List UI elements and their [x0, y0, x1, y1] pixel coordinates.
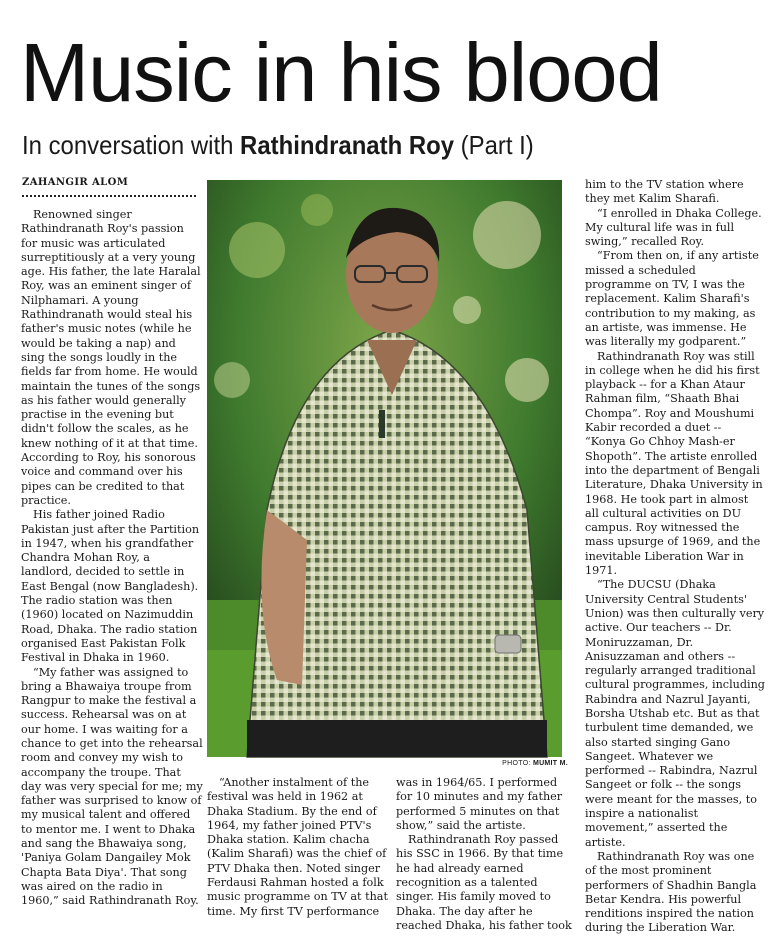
paragraph: Rathindranath Roy was one of the most prominent performers of Shadhin Bangla Betar Kendra. His powerful renditions inspired the nation during the Liberation War. [585, 849, 757, 935]
paragraph: His father joined Radio Pakistan just after the Partition in 1947, when his grandfather Chandra Mohan Roy, a landlord, decided to settle in East Bengal (now Bangladesh). The radio station was then (1960) located on Nazimuddin Road, Dhaka. The radio station organised East Pakistan Folk Festival in Dhaka in 1960. [21, 508, 200, 665]
photo-credit [478, 760, 568, 767]
body-column-1 [21, 208, 203, 924]
paragraph: “I enrolled in Dhaka College. My cultural life was in full swing,” recalled Roy. [585, 206, 762, 249]
paragraph: Renowned singer Rathindranath Roy's passion for music was articulated surreptitiously at a very young age. His father, the late Haralal Roy, was an eminent singer of Nilphamari. A young Rathindranath would steal his father's music notes (while he would be taking a nap) and sing the songs loudly in the fields far from home. He would maintain the tunes of the songs as his father would generally practise in the evening but didn't follow the scales, as he knew nothing of it at that time. According to Roy, his sonorous voice and command over his pipes can be credited to that practice. [21, 208, 201, 507]
paragraph: him to the TV station where they met Kalim Sharafi. [585, 178, 744, 206]
subhead-prefix: In conversation with [22, 130, 241, 160]
paragraph: Rathindranath Roy was still in college when he did his first playback -- for a Khan Ataur Rahman film, “Shaath Bhai Chompa”. Roy and Moushumi Kabir recorded a duet -- “Konya Go Chhoy Mash-er Shopoth”. The artiste enrolled into the department of Bengali Literature, Dhaka University in 1968. He took part in almost all cultural activities on DU campus. Roy witnessed the mass upsurge of 1969, and the inevitable Liberation War in 1971. [585, 349, 763, 578]
headline: Music in his blood [20, 26, 662, 119]
portrait-photo [207, 180, 562, 757]
subheadline [22, 128, 703, 162]
byline-rule [22, 195, 196, 197]
paragraph: Rathindranath Roy passed his SSC in 1966. By that time he had already earned recognition as a talented singer. His family moved to Dhaka. The day after he reached Dhaka, his father took [396, 833, 572, 932]
body-column-3 [396, 776, 576, 932]
photo-credit-label: PHOTO: [502, 760, 533, 767]
body-column-4 [585, 178, 765, 935]
paragraph: “The DUCSU (Dhaka University Central Students' Union) was then culturally very active. Our teachers -- Dr. Moniruzzaman, Dr. Anisuzzaman and others -- regularly arranged traditional cultural programmes, including Rabindra and Nazrul Jayanti, Borsha Utshab etc. But as that turbulent time demanded, we also started singing Gano Sangeet. Whatever we performed -- Rabindra, Nazrul Sangeet or folk -- the songs were meant for the masses, to inspire a nationalist movement,” asserted the artiste. [585, 578, 765, 849]
body-column-2 [207, 776, 391, 926]
paragraph: “My father was assigned to bring a Bhawaiya troupe from Rangpur to make the festival a success. Rehearsal was on at our home. I was waiting for a chance to get into the rehearsal room and convey my wish to accompany the troupe. That day was very special for me; my father was surprised to know of my musical talent and offered to mentor me. I went to Dhaka and sang the Bhawaiya song, 'Paniya Golam Dangailey Mok Chapta Bata Diya'. That song was aired on the radio in 1960,” said Rathindranath Roy. [21, 665, 203, 908]
subhead-name: Rathindranath Roy [240, 130, 455, 160]
paragraph: “Another instalment of the festival was held in 1962 at Dhaka Stadium. By the end of 1964, my father joined PTV's Dhaka station. Kalim chacha (Kalim Sharafi) was the chief of PTV Dhaka then. Noted singer Ferdausi Rahman hosted a folk music programme on TV at that time. My first TV performance [207, 776, 388, 918]
paragraph: “From then on, if any artiste missed a scheduled programme on TV, I was the replacement. Kalim Sharafi's contribution to my making, as an artiste, was immense. He was literally my godparent.” [585, 249, 759, 349]
paragraph: was in 1964/65. I performed for 10 minutes and my father performed 5 minutes on that show,” said the artiste. [396, 776, 563, 832]
byline: ZAHANGIR ALOM [22, 177, 129, 188]
subhead-suffix: (Part I) [454, 130, 534, 160]
photo-credit-name: MUMIT M. [532, 760, 568, 767]
portrait-illustration [207, 180, 562, 757]
